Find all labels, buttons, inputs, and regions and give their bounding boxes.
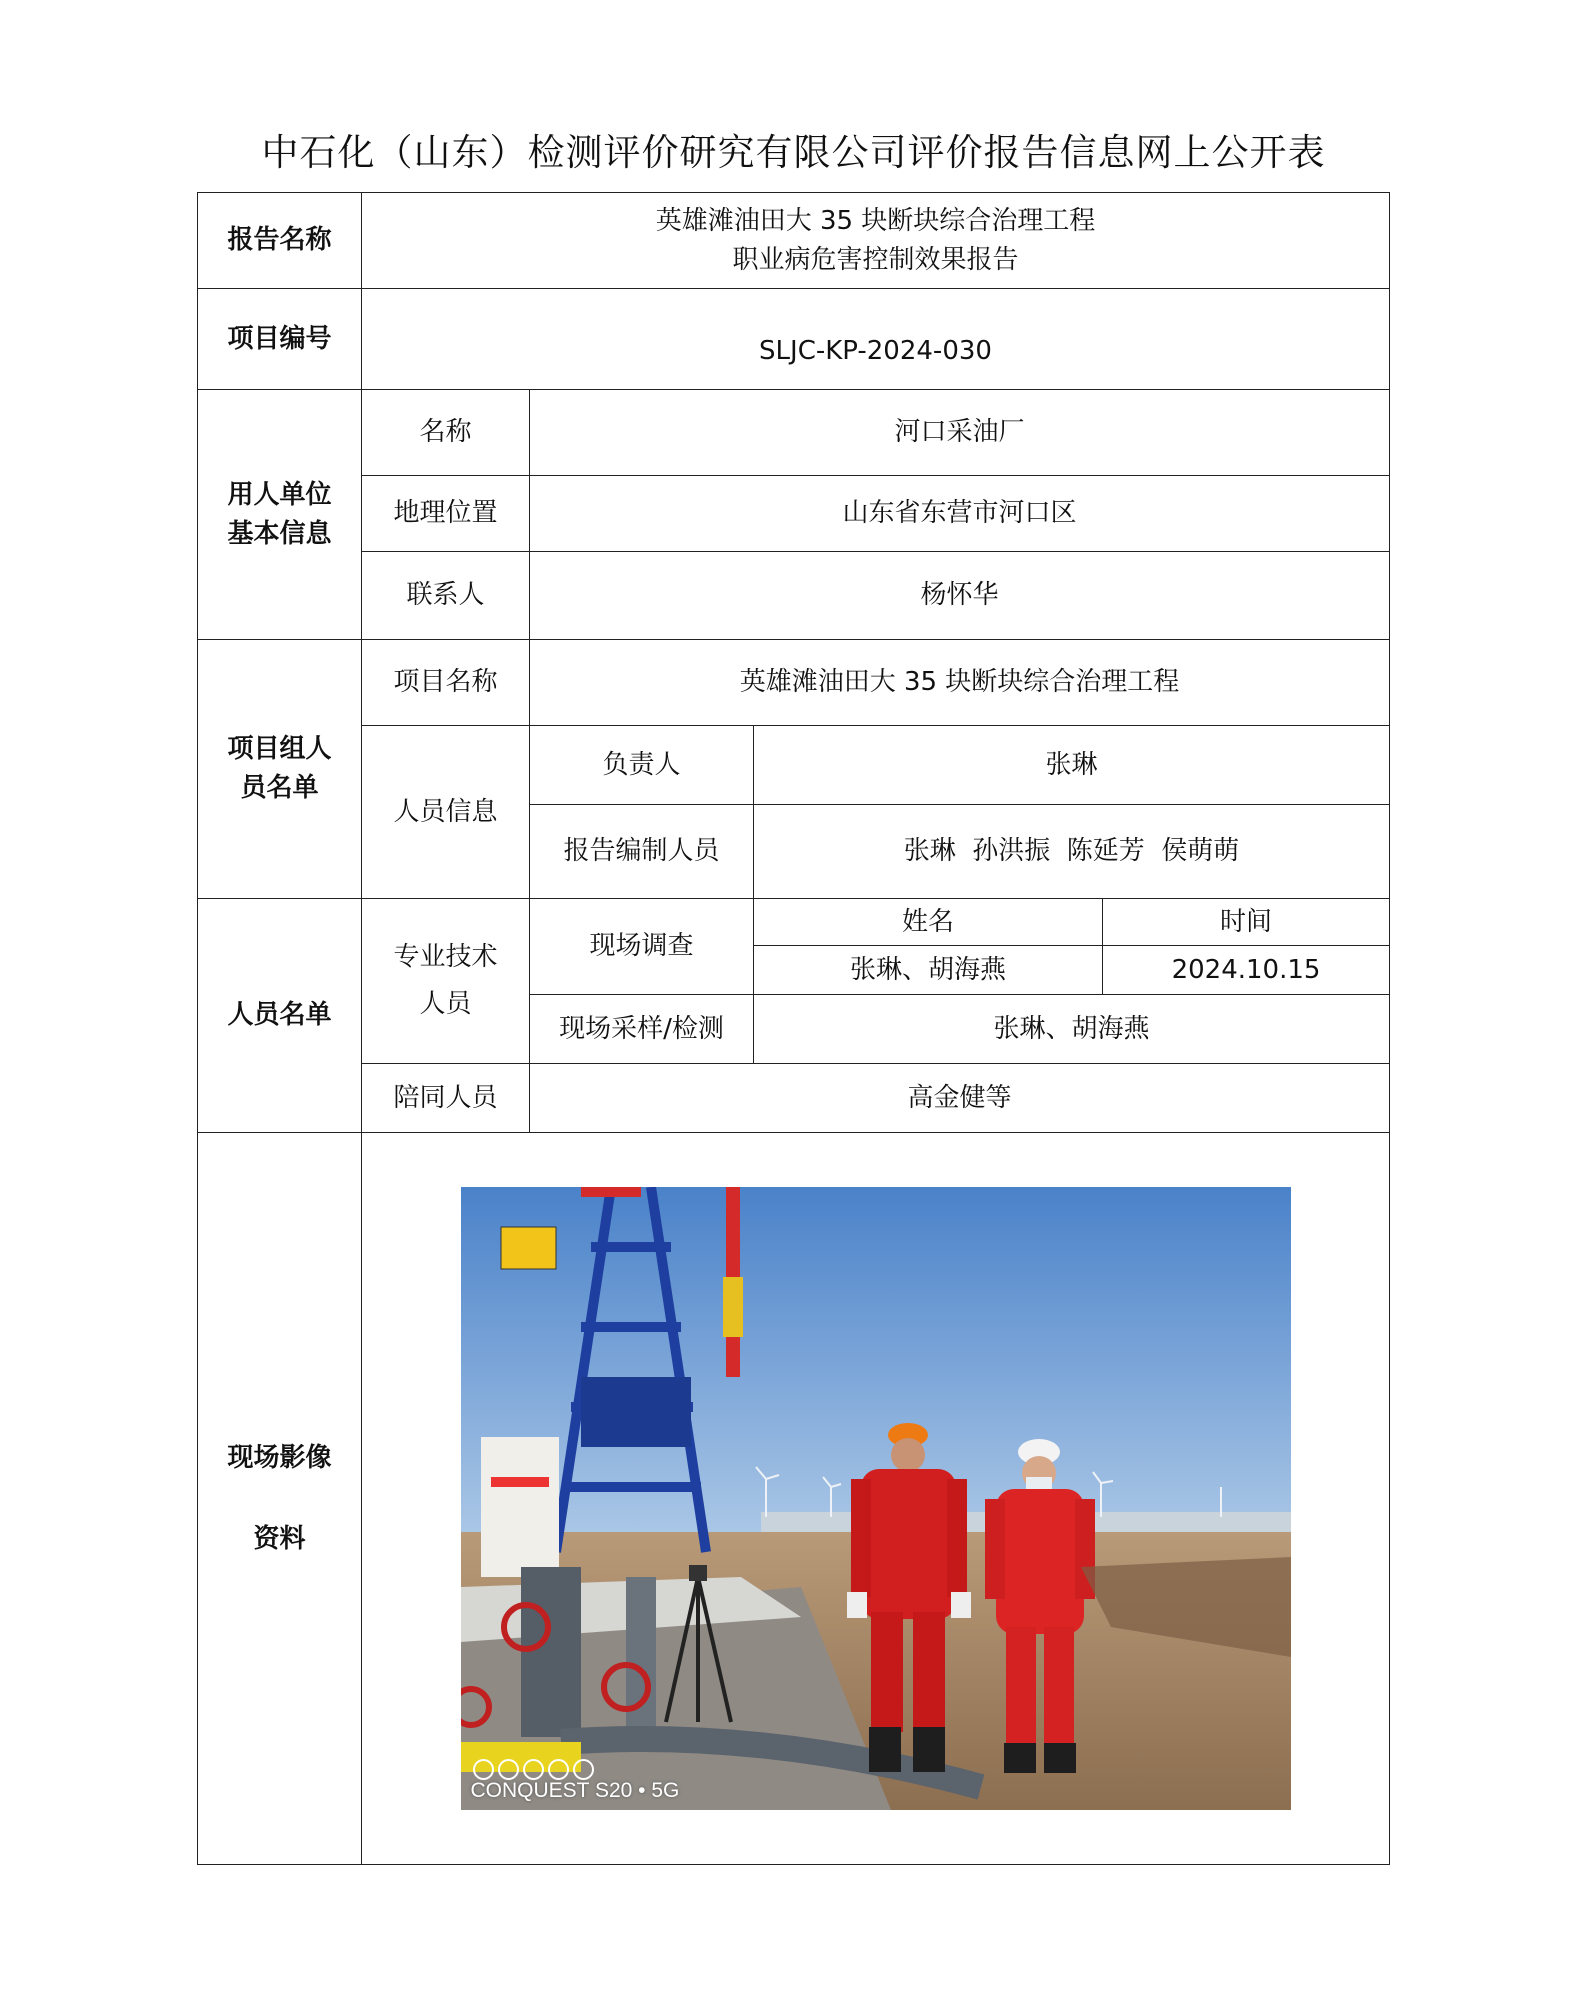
report-name-line1: 英雄滩油田大 35 块断块综合治理工程 <box>655 205 1096 236</box>
site-photo-illustration <box>461 1187 1291 1810</box>
survey-label: 现场调查 <box>530 899 754 995</box>
tech-staff-label-text: 专业技术人员 <box>393 942 498 1019</box>
site-images-label <box>198 1133 362 1865</box>
project-name-label: 项目名称 <box>362 640 530 726</box>
site-images-label-line2: 资料 <box>253 1523 306 1554</box>
employer-contact-label: 联系人 <box>362 552 530 640</box>
employer-location-value: 山东省东营市河口区 <box>530 476 1390 552</box>
name-col-header: 姓名 <box>754 899 1103 946</box>
report-name-line2: 职业病危害控制效果报告 <box>732 244 1019 275</box>
project-team-label-text: 项目组人员名单 <box>227 734 332 803</box>
page-title: 中石化（山东）检测评价研究有限公司评价报告信息网上公开表 <box>261 131 1326 174</box>
employer-label <box>198 390 362 640</box>
project-team-label <box>198 640 362 899</box>
employer-name-label: 名称 <box>362 390 530 476</box>
report-name-label: 报告名称 <box>198 193 362 289</box>
project-name-value: 英雄滩油田大 35 块断块综合治理工程 <box>530 640 1390 726</box>
site-images-label-line1: 现场影像 <box>227 1442 332 1473</box>
time-col-header: 时间 <box>1103 899 1390 946</box>
personnel-label: 人员名单 <box>198 899 362 1133</box>
escort-value: 高金健等 <box>530 1064 1390 1133</box>
site-photo <box>461 1187 1291 1810</box>
survey-names: 张琳、胡海燕 <box>754 946 1103 995</box>
sampling-names: 张琳、胡海燕 <box>754 995 1390 1064</box>
project-no-value: SLJC-KP-2024-030 <box>362 289 1390 390</box>
staff-info-label: 人员信息 <box>362 726 530 899</box>
leader-value: 张琳 <box>754 726 1390 805</box>
sampling-label: 现场采样/检测 <box>530 995 754 1064</box>
report-info-table <box>197 192 1390 1865</box>
site-photo-cell <box>362 1133 1390 1865</box>
camera-watermark: CONQUEST S20 • 5G <box>470 1778 680 1802</box>
survey-date: 2024.10.15 <box>1103 946 1390 995</box>
leader-label: 负责人 <box>530 726 754 805</box>
compilers-value: 张琳 孙洪振 陈延芳 侯萌萌 <box>754 805 1390 899</box>
employer-location-label: 地理位置 <box>362 476 530 552</box>
report-name-value <box>362 193 1390 289</box>
project-no-label: 项目编号 <box>198 289 362 390</box>
escort-label: 陪同人员 <box>362 1064 530 1133</box>
employer-contact-value: 杨怀华 <box>530 552 1390 640</box>
tech-staff-label <box>362 899 530 1064</box>
employer-label-text: 用人单位基本信息 <box>227 479 332 549</box>
employer-name-value: 河口采油厂 <box>530 390 1390 476</box>
compilers-label: 报告编制人员 <box>530 805 754 899</box>
